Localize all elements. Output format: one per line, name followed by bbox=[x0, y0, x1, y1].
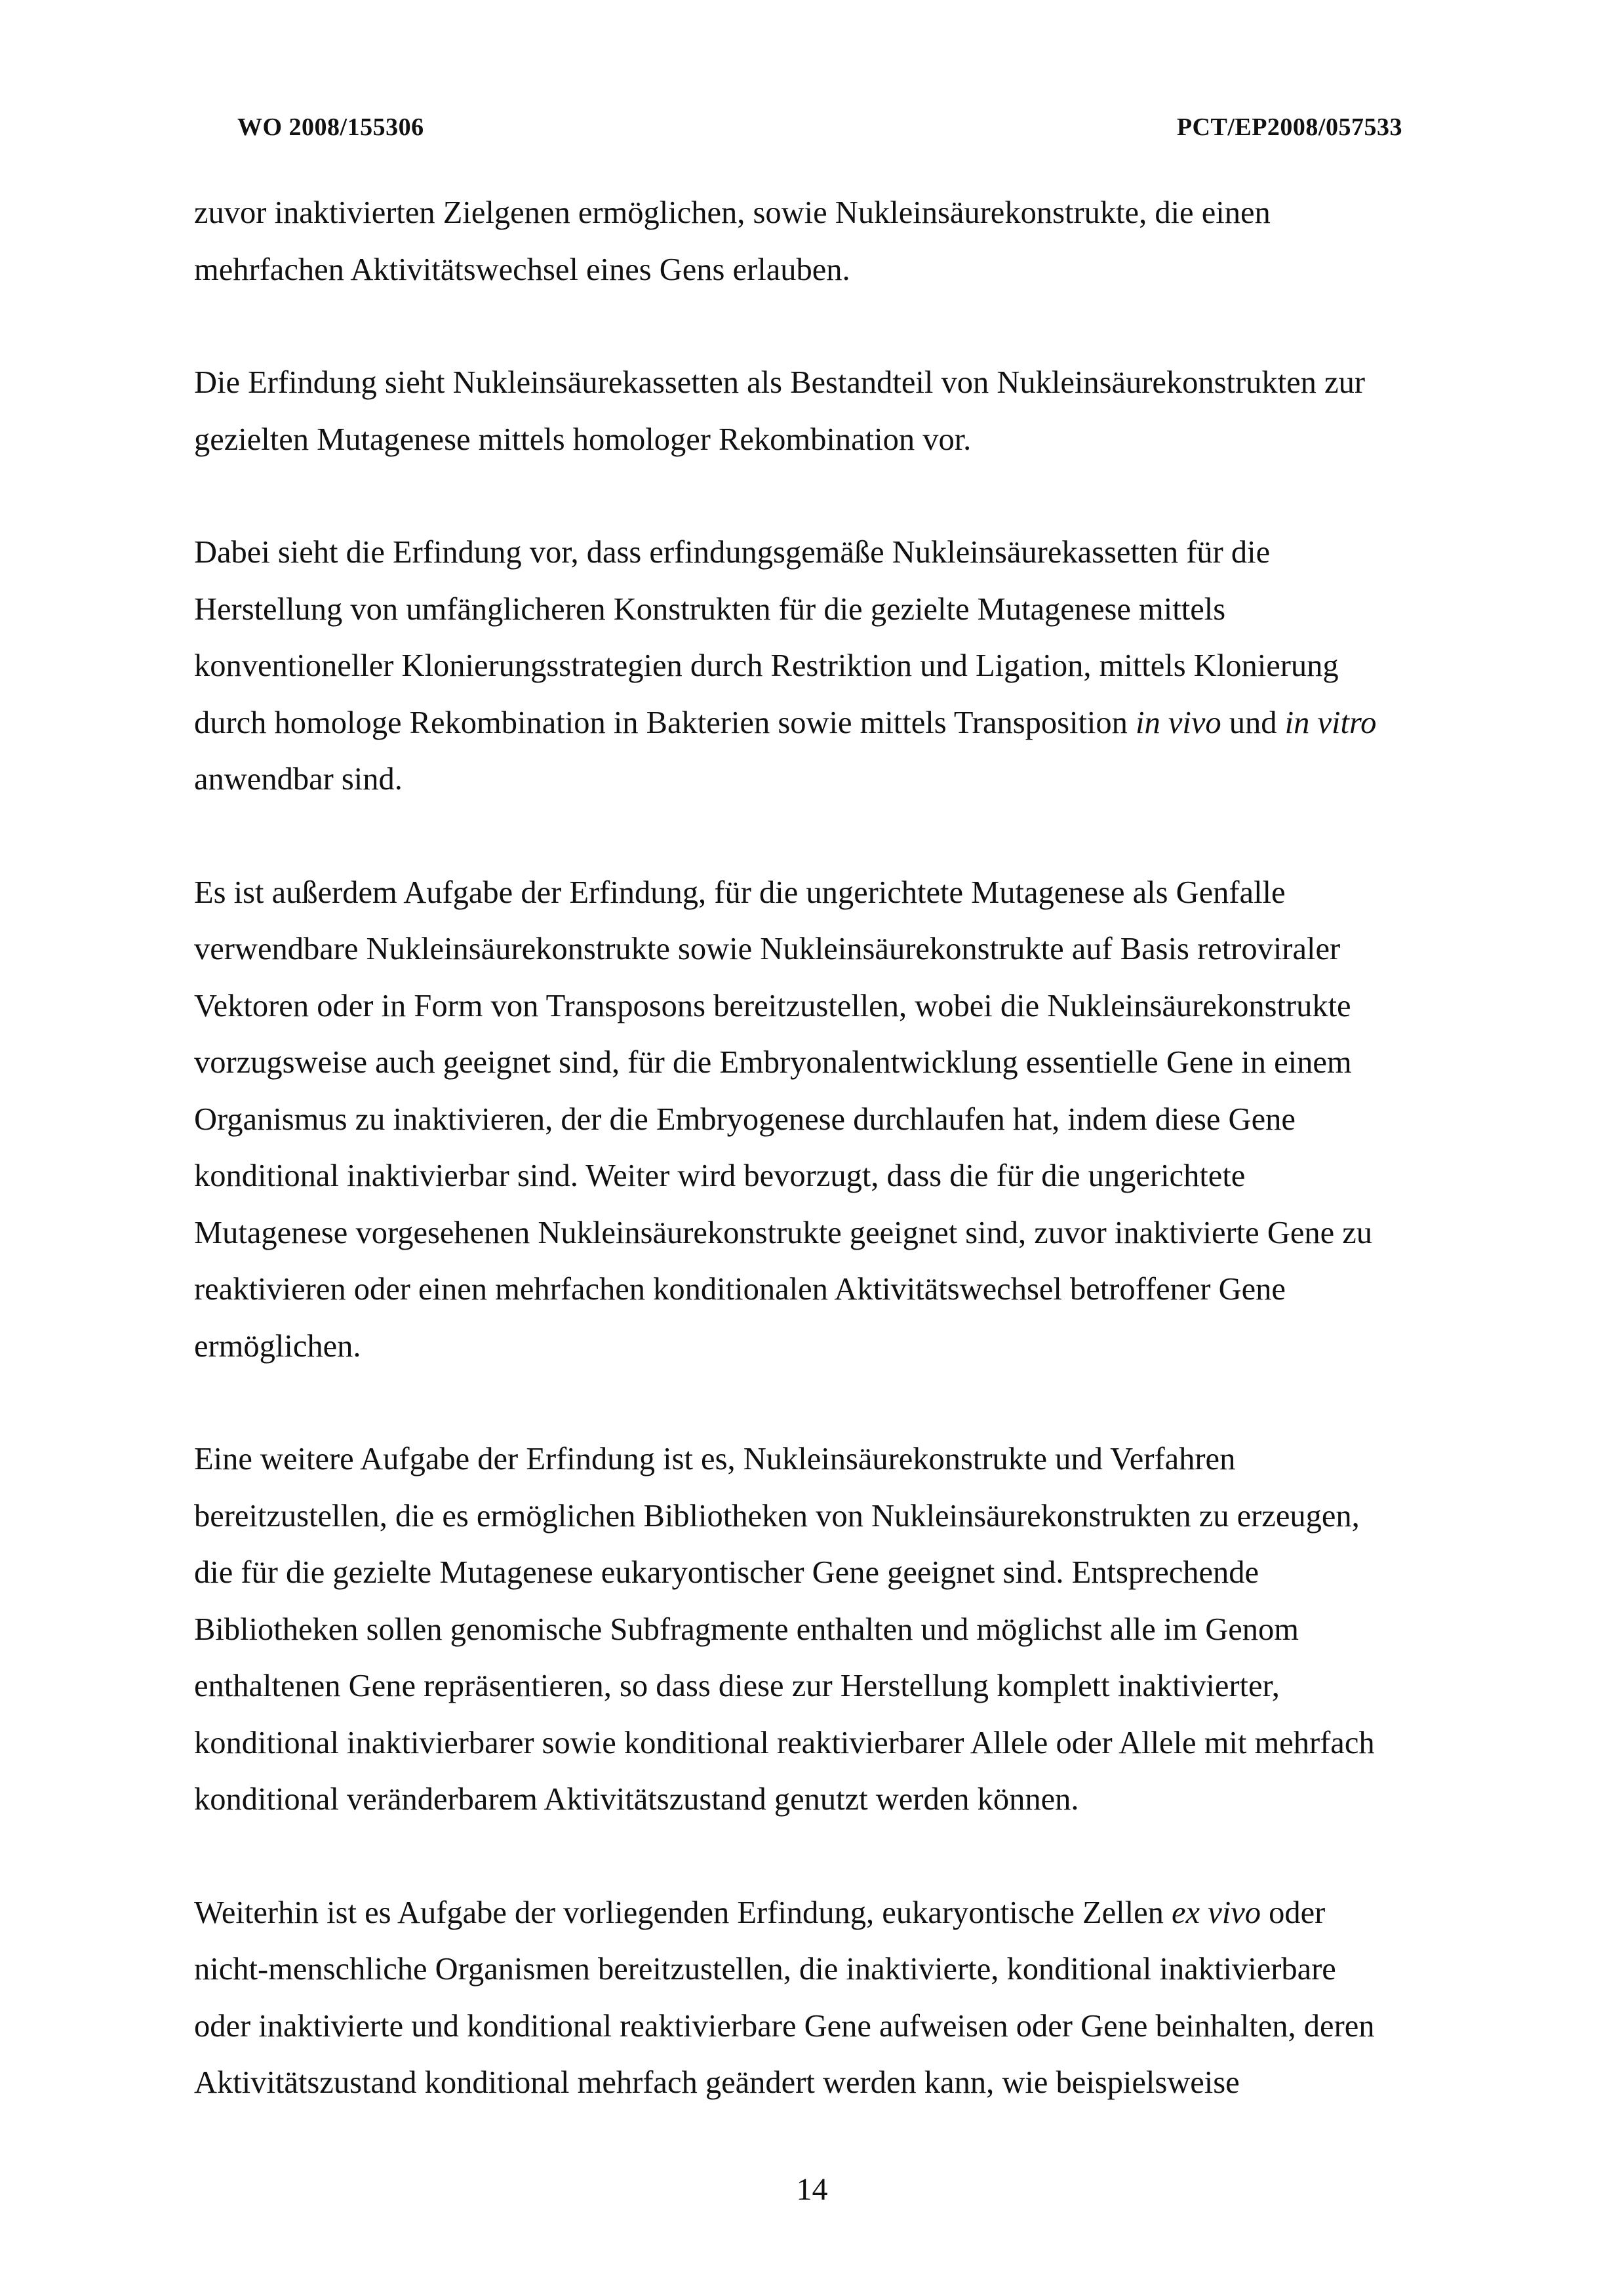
italic-term: in vitro bbox=[1284, 705, 1377, 740]
text-line bbox=[194, 1715, 1433, 1772]
paragraph bbox=[194, 865, 1433, 1376]
text-segment: ermöglichen. bbox=[194, 1328, 361, 1364]
text-line bbox=[194, 1941, 1433, 1998]
text-segment: gezielten Mutagenese mittels homologer Rekombination vor. bbox=[194, 422, 972, 457]
text-segment: konditional inaktivierbarer sowie konditional reaktivierbarer Allele oder Allele mit mehrfach bbox=[194, 1725, 1375, 1760]
text-segment: enthaltenen Gene repräsentieren, so dass diese zur Herstellung komplett inaktivierter, bbox=[194, 1669, 1280, 1703]
text-segment: die für die gezielte Mutagenese eukaryontischer Gene geeignet sind. Entsprechende bbox=[194, 1555, 1259, 1590]
italic-term: ex vivo bbox=[1172, 1895, 1261, 1930]
body-text bbox=[194, 185, 1433, 2168]
text-line bbox=[194, 1148, 1433, 1205]
text-line bbox=[194, 1431, 1433, 1488]
text-segment: Es ist außerdem Aufgabe der Erfindung, für die ungerichtete Mutagenese als Genfalle bbox=[194, 875, 1286, 910]
document-number: WO 2008/155306 bbox=[237, 113, 424, 141]
application-number: PCT/EP2008/057533 bbox=[1176, 113, 1402, 141]
text-segment: Mutagenese vorgesehenen Nukleinsäurekonstrukte geeignet sind, zuvor inaktivierte Gene zu bbox=[194, 1215, 1373, 1250]
text-segment: konventioneller Klonierungsstrategien durch Restriktion und Ligation, mittels Klonierung bbox=[194, 648, 1339, 683]
text-line bbox=[194, 355, 1433, 412]
text-segment: bereitzustellen, die es ermöglichen Bibliotheken von Nukleinsäurekonstrukten zu erzeugen, bbox=[194, 1498, 1360, 1534]
text-segment: mehrfachen Aktivitätswechsel eines Gens erlauben. bbox=[194, 252, 850, 287]
text-line bbox=[194, 865, 1433, 922]
text-line bbox=[194, 1545, 1433, 1602]
text-line bbox=[194, 978, 1433, 1035]
text-line bbox=[194, 751, 1433, 808]
text-line bbox=[194, 1092, 1433, 1149]
text-line bbox=[194, 1885, 1433, 1942]
page-number: 14 bbox=[796, 2172, 828, 2207]
text-segment: durch homologe Rekombination in Bakterien sowie mittels Transposition bbox=[194, 705, 1136, 740]
text-segment: verwendbare Nukleinsäurekonstrukte sowie Nukleinsäurekonstrukte auf Basis retroviraler bbox=[194, 932, 1341, 966]
text-line bbox=[194, 242, 1433, 299]
paragraph bbox=[194, 525, 1433, 808]
text-segment: vorzugsweise auch geeignet sind, für die Embryonalentwicklung essentielle Gene in einem bbox=[194, 1045, 1352, 1080]
text-segment: Organismus zu inaktivieren, der die Embryogenese durchlaufen hat, indem diese Gene bbox=[194, 1101, 1296, 1137]
text-line bbox=[194, 1205, 1433, 1262]
text-segment: Die Erfindung sieht Nukleinsäurekassetten als Bestandteil von Nukleinsäurekonstrukten zur bbox=[194, 365, 1365, 400]
text-segment: Bibliotheken sollen genomische Subfragmente enthalten und möglichst alle im Genom bbox=[194, 1612, 1299, 1647]
text-line bbox=[194, 1771, 1433, 1829]
paragraph bbox=[194, 1431, 1433, 1829]
text-segment: anwendbar sind. bbox=[194, 762, 403, 797]
text-line bbox=[194, 1035, 1433, 1092]
text-segment: oder bbox=[1261, 1895, 1326, 1930]
text-line bbox=[194, 525, 1433, 582]
paragraph bbox=[194, 355, 1433, 468]
text-segment: oder inaktivierte und konditional reaktivierbare Gene aufweisen oder Gene beinhalten, deren bbox=[194, 2008, 1375, 2044]
text-segment: und bbox=[1221, 705, 1285, 740]
text-line bbox=[194, 1488, 1433, 1545]
paragraph bbox=[194, 185, 1433, 298]
text-segment: konditional inaktivierbar sind. Weiter wird bevorzugt, dass die für die ungerichtete bbox=[194, 1158, 1246, 1193]
text-segment: Vektoren oder in Form von Transposons bereitzustellen, wobei die Nukleinsäurekonstrukte bbox=[194, 988, 1351, 1023]
text-line bbox=[194, 638, 1433, 695]
text-line bbox=[194, 1602, 1433, 1659]
italic-term: in vivo bbox=[1136, 705, 1221, 740]
text-segment: reaktivieren oder einen mehrfachen konditionalen Aktivitätswechsel betroffener Gene bbox=[194, 1272, 1286, 1307]
text-line bbox=[194, 185, 1433, 242]
text-segment: nicht-menschliche Organismen bereitzustellen, die inaktivierte, konditional inaktivierbare bbox=[194, 1952, 1336, 1987]
paragraph bbox=[194, 1885, 1433, 2112]
text-line bbox=[194, 582, 1433, 639]
text-segment: Herstellung von umfänglicheren Konstrukten für die gezielte Mutagenese mittels bbox=[194, 591, 1226, 627]
text-line bbox=[194, 1998, 1433, 2055]
text-line bbox=[194, 412, 1433, 469]
text-segment: konditional veränderbarem Aktivitätszustand genutzt werden können. bbox=[194, 1782, 1079, 1817]
text-segment: Eine weitere Aufgabe der Erfindung ist es, Nukleinsäurekonstrukte und Verfahren bbox=[194, 1442, 1236, 1476]
text-segment: Weiterhin ist es Aufgabe der vorliegenden Erfindung, eukaryontische Zellen bbox=[194, 1895, 1172, 1930]
text-line bbox=[194, 1658, 1433, 1715]
text-line bbox=[194, 921, 1433, 978]
text-line bbox=[194, 1261, 1433, 1318]
text-segment: Aktivitätszustand konditional mehrfach geändert werden kann, wie beispielsweise bbox=[194, 2065, 1240, 2100]
text-line bbox=[194, 695, 1433, 752]
text-line bbox=[194, 2055, 1433, 2112]
text-segment: Dabei sieht die Erfindung vor, dass erfindungsgemäße Nukleinsäurekassetten für die bbox=[194, 535, 1271, 570]
text-line bbox=[194, 1318, 1433, 1376]
text-segment: zuvor inaktivierten Zielgenen ermöglichen, sowie Nukleinsäurekonstrukte, die einen bbox=[194, 195, 1271, 230]
